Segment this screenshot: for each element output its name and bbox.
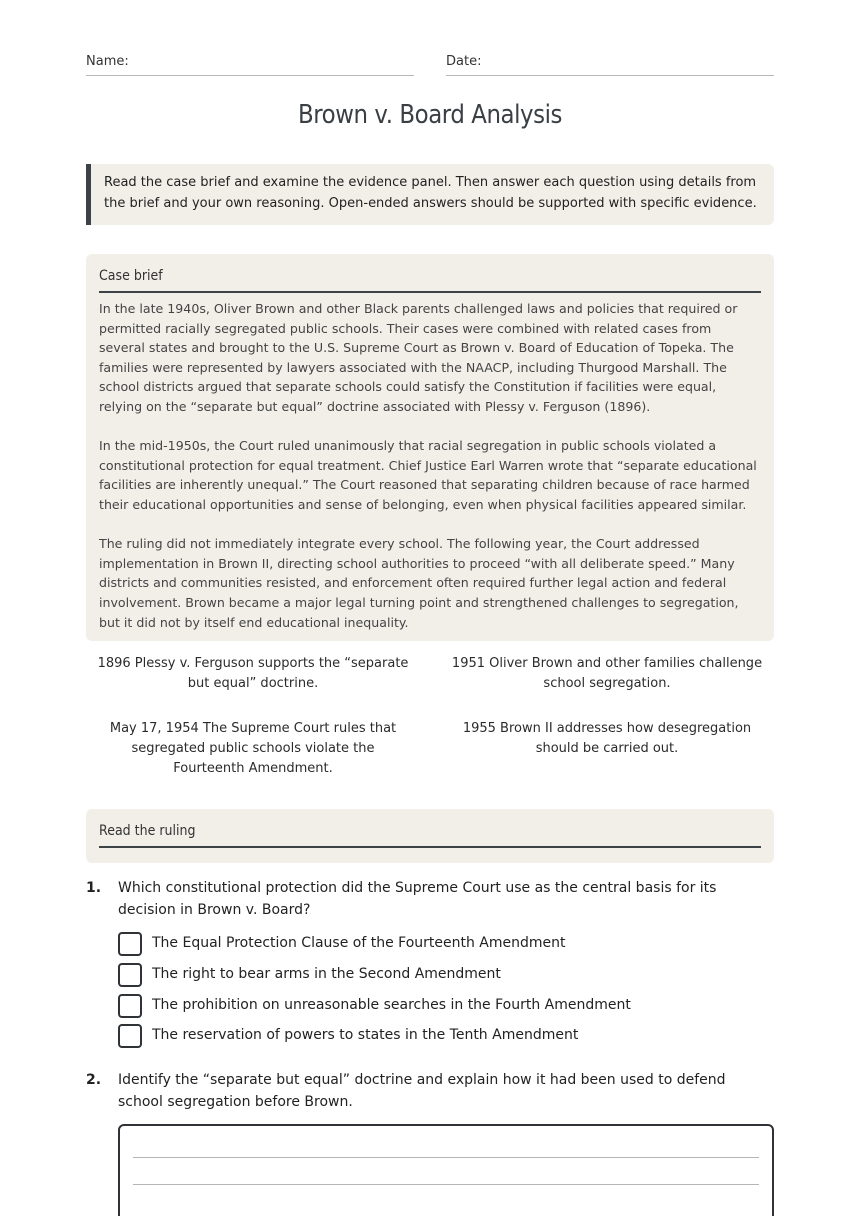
option-label: The right to bear arms in the Second Amendment [152, 966, 501, 982]
brief-paragraph: In the mid-1950s, the Court ruled unanimously that racial segregation in public schools violated a constitutional protection for equal treatment. Chief Justice Earl Warren wrote that “separate educational facilities are inherently unequal.” The Court reasoned that separating children because of race harmed their educational opportunities and sense of belonging, even when physical facilities appeared similar. [99, 438, 757, 512]
brief-paragraph: In the late 1940s, Oliver Brown and other Black parents challenged laws and policies that required or permitted racially segregated public schools. Their cases were combined with related cases from several states and brought to the U.S. Supreme Court as Brown v. Board of Education of Topeka. The families were represented by lawyers associated with the NAACP, including Thurgood Marshall. The school districts argued that separate schools could satisfy the Constitution if facilities were equal, relying on the “separate but equal” doctrine associated with Plessy v. Ferguson (1896). [99, 301, 738, 414]
case-brief-body [99, 299, 761, 632]
writing-line [133, 1157, 759, 1158]
page-title: Brown v. Board Analysis [297, 100, 563, 130]
option-checkbox[interactable] [118, 1024, 142, 1048]
case-brief-panel [86, 254, 774, 641]
timeline-item: 1896 Plessy v. Ferguson supports the “separate but equal” doctrine. [97, 656, 409, 691]
answer-option[interactable] [118, 1024, 718, 1048]
question-number: 1. [86, 880, 102, 896]
option-checkbox[interactable] [118, 932, 142, 956]
brief-paragraph: The ruling did not immediately integrate every school. The following year, the Court addressed implementation in Brown II, directing school authorities to proceed “with all deliberate speed.” Many districts and communities resisted, and enforcement often required further legal action and federal involvement. Brown became a major legal turning point and strengthened challenges to segregation, but it did not by itself end educational inequality. [99, 536, 739, 630]
option-label: The Equal Protection Clause of the Fourteenth Amendment [152, 935, 566, 951]
answer-option[interactable] [118, 963, 718, 987]
timeline-item: 1951 Oliver Brown and other families challenge school segregation. [451, 656, 763, 691]
answer-option[interactable] [118, 932, 718, 956]
answer-option[interactable] [118, 994, 718, 1018]
read-ruling-panel [86, 809, 774, 863]
name-label: Name: [86, 54, 129, 69]
question-text: Identify the “separate but equal” doctrine and explain how it had been used to defend school segregation before Brown. [118, 1072, 726, 1110]
option-label: The prohibition on unreasonable searches in the Fourth Amendment [152, 997, 631, 1013]
timeline-item: 1955 Brown II addresses how desegregation should be carried out. [462, 721, 752, 756]
option-checkbox[interactable] [118, 963, 142, 987]
name-field[interactable] [86, 52, 414, 76]
date-field[interactable] [446, 52, 774, 76]
question-text: Which constitutional protection did the Supreme Court use as the central basis for its decision in Brown v. Board? [118, 880, 717, 918]
writing-line [133, 1184, 759, 1185]
option-checkbox[interactable] [118, 994, 142, 1018]
header-fields [86, 52, 774, 76]
case-brief-heading: Case brief [99, 266, 761, 293]
option-label: The reservation of powers to states in the Tenth Amendment [152, 1027, 579, 1043]
instructions-box: Read the case brief and examine the evidence panel. Then answer each question using details from the brief and your own reasoning. Open-ended answers should be supported with specific evidence. [86, 164, 774, 225]
written-answer-box[interactable] [118, 1124, 774, 1216]
read-ruling-heading: Read the ruling [99, 821, 761, 848]
timeline-item: May 17, 1954 The Supreme Court rules that segregated public schools violate the Fourteenth Amendment. [109, 721, 397, 776]
question-number: 2. [86, 1072, 102, 1088]
date-label: Date: [446, 54, 482, 69]
